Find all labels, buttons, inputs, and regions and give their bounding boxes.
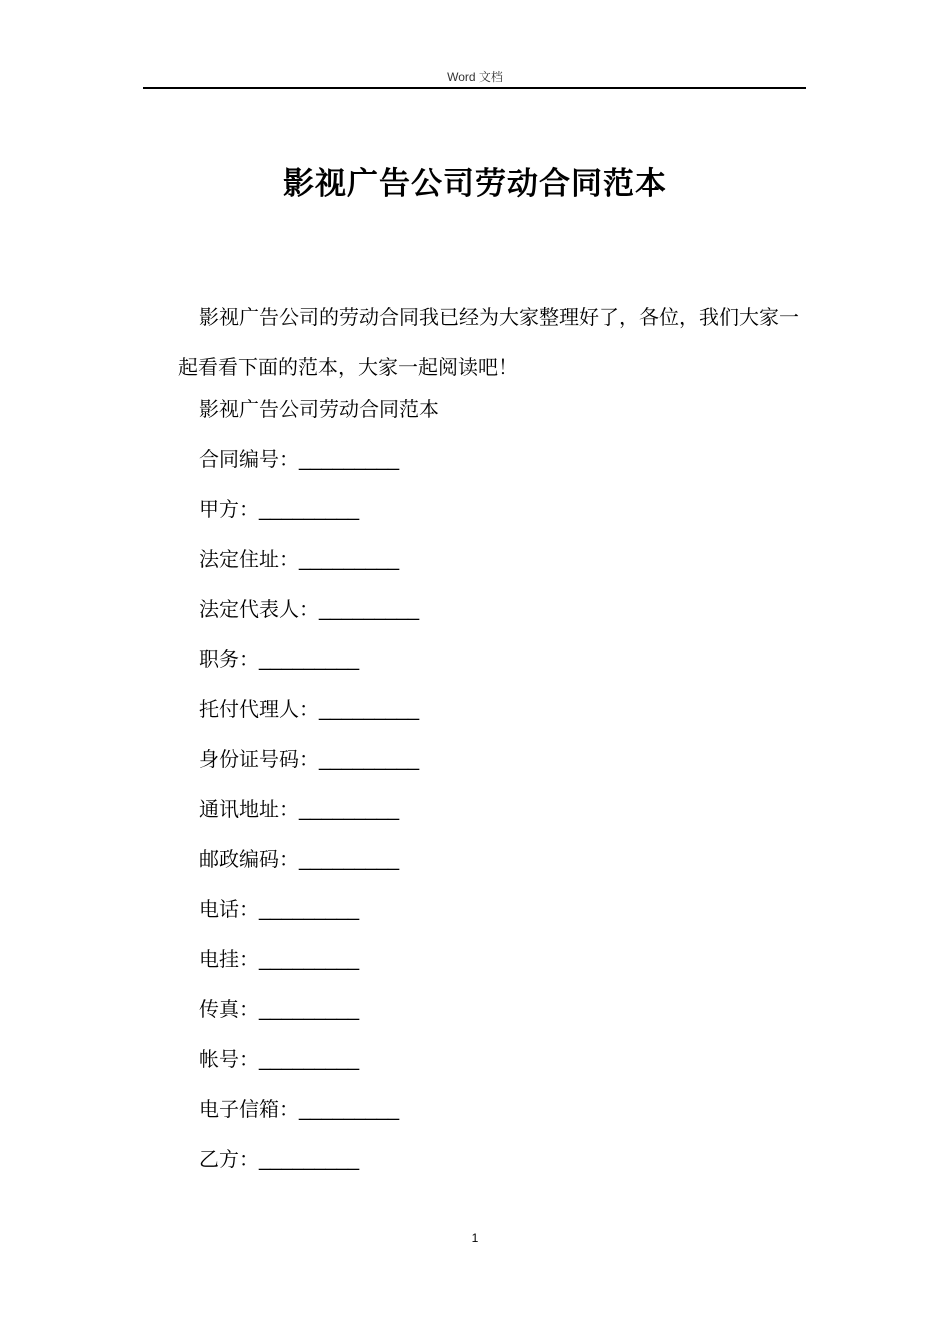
field-blank: _________ [259, 899, 360, 921]
field-label: 甲方： [199, 497, 259, 521]
document-title: 影视广告公司劳动合同范本 [283, 166, 667, 202]
field-id-number [199, 734, 799, 784]
field-label: 邮政编码： [199, 847, 299, 871]
field-blank: _________ [319, 599, 420, 621]
intro-paragraph: 影视广告公司的劳动合同我已经为大家整理好了，各位，我们大家一起看看下面的范本，大家一起阅读吧！ [178, 305, 799, 379]
field-label: 合同编号： [199, 447, 299, 471]
field-blank: _________ [259, 1149, 360, 1171]
field-account-number [199, 1034, 799, 1084]
field-postal-code [199, 834, 799, 884]
field-mailing-address [199, 784, 799, 834]
field-label: 帐号： [199, 1047, 259, 1071]
field-telegraph [199, 934, 799, 984]
field-label: 法定代表人： [199, 597, 319, 621]
field-legal-address [199, 534, 799, 584]
field-label: 电挂： [199, 947, 259, 971]
field-blank: _________ [319, 749, 420, 771]
field-label: 身份证号码： [199, 747, 319, 771]
field-label: 托付代理人： [199, 697, 319, 721]
field-label: 乙方： [199, 1147, 259, 1171]
page-number: 1 [471, 1231, 479, 1245]
field-label: 电子信箱： [199, 1097, 299, 1121]
field-label: 传真： [199, 997, 259, 1021]
field-blank: _________ [299, 799, 400, 821]
field-blank: _________ [259, 1049, 360, 1071]
field-blank: _________ [259, 499, 360, 521]
field-blank: _________ [259, 999, 360, 1021]
field-blank: _________ [259, 649, 360, 671]
field-label: 电话： [199, 897, 259, 921]
field-blank: _________ [299, 1099, 400, 1121]
field-blank: _________ [299, 449, 400, 471]
field-phone [199, 884, 799, 934]
field-fax [199, 984, 799, 1034]
subtitle-line [199, 384, 799, 434]
field-legal-representative [199, 584, 799, 634]
contract-fields [199, 384, 799, 1184]
field-blank: _________ [299, 549, 400, 571]
field-blank: _________ [259, 949, 360, 971]
header-divider [143, 87, 806, 89]
field-label: 通讯地址： [199, 797, 299, 821]
field-party-a [199, 484, 799, 534]
field-party-b [199, 1134, 799, 1184]
page-header-text: Word 文档 [447, 70, 503, 84]
subtitle-text: 影视广告公司劳动合同范本 [199, 397, 439, 421]
field-entrusted-agent [199, 684, 799, 734]
field-label: 法定住址： [199, 547, 299, 571]
field-blank: _________ [319, 699, 420, 721]
field-email [199, 1084, 799, 1134]
field-label: 职务： [199, 647, 259, 671]
field-position [199, 634, 799, 684]
field-blank: _________ [299, 849, 400, 871]
field-contract-number [199, 434, 799, 484]
